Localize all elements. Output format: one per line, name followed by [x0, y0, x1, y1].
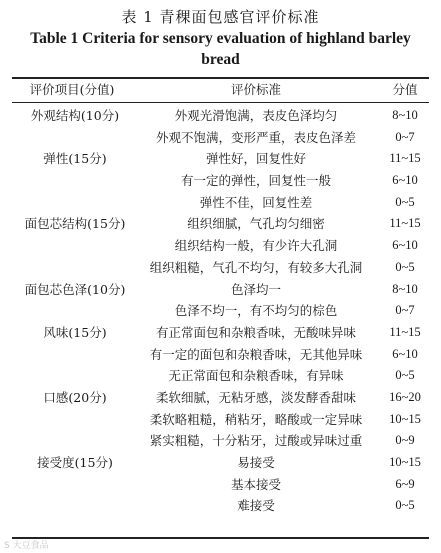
- row-criterion: 外观光滑饱满，表皮色泽均匀: [174, 108, 338, 123]
- table-row: [12, 495, 429, 517]
- table-row: [12, 192, 429, 214]
- row-score: 6~9: [395, 476, 415, 491]
- row-criterion: 有一定的弹性，回复性一般: [180, 173, 331, 189]
- row-score: 6~10: [392, 173, 418, 188]
- row-criterion: 色泽不均一，有不均匀的棕色: [174, 303, 338, 319]
- header-score: 分值: [392, 82, 418, 97]
- row-score: 0~5: [395, 368, 415, 383]
- row-item: 外观结构(10分): [30, 108, 120, 123]
- row-criterion: 组织结构一般，有少许大孔洞: [174, 238, 338, 254]
- table-row: [12, 452, 429, 474]
- row-criterion: 紧实粗糙，十分粘牙，过酸或异味过重: [149, 433, 363, 449]
- table-row: [12, 387, 429, 409]
- header-rule: [12, 102, 429, 103]
- row-score: 11~15: [389, 216, 421, 231]
- row-score: 10~15: [389, 455, 421, 469]
- row-score: 6~10: [392, 346, 418, 361]
- table-row: [12, 213, 429, 235]
- table-title-en: Table 1 Criteria for sensory evaluation of highland barley bread: [30, 30, 411, 68]
- row-score: 16~20: [389, 389, 421, 404]
- row-score: 0~5: [395, 259, 415, 274]
- row-item: 接受度(15分): [37, 455, 113, 470]
- bottom-rule: [12, 537, 429, 539]
- table-row: [12, 344, 429, 366]
- table-row: [12, 148, 429, 170]
- row-criterion: 色泽均一: [230, 281, 281, 297]
- table-row: [12, 279, 429, 301]
- row-score: 0~7: [395, 303, 415, 318]
- row-criterion: 弹性不佳，回复性差: [199, 194, 313, 210]
- row-criterion: 外观不饱满，变形严重，表皮色泽差: [155, 129, 356, 145]
- table-row: [12, 430, 429, 452]
- table-body: [12, 105, 429, 517]
- table-row: [12, 322, 429, 344]
- table-title-cn: 表 1 青稞面包感官评价标准: [121, 8, 320, 26]
- row-score: 11~15: [389, 151, 421, 166]
- row-score: 0~7: [395, 129, 415, 144]
- row-score: 8~10: [392, 281, 418, 296]
- table-row: [12, 474, 429, 496]
- row-criterion: 柔软略粗糙，稍粘牙，略酸或一定异味: [149, 411, 363, 427]
- row-criterion: 易接受: [237, 455, 275, 470]
- row-criterion: 组织粗糙，气孔不均匀，有较多大孔洞: [149, 259, 363, 275]
- table-row: [12, 127, 429, 149]
- row-criterion: 组织细腻，气孔均匀细密: [187, 216, 325, 232]
- row-criterion: 基本接受: [230, 476, 281, 492]
- header-item: 评价项目(分值): [29, 82, 115, 97]
- table-row: [12, 300, 429, 322]
- table-row: [12, 257, 429, 279]
- table-row: [12, 105, 429, 127]
- row-criterion: 无正常面包和杂粮香味，有异味: [168, 368, 344, 384]
- row-score: 8~10: [392, 108, 418, 122]
- row-score: 0~5: [395, 194, 415, 209]
- row-score: 0~9: [395, 433, 415, 448]
- row-criterion: 有一定的面包和杂粮香味，无其他异味: [149, 346, 363, 362]
- row-item: 弹性(15分): [43, 151, 107, 167]
- top-rule: [12, 77, 429, 79]
- row-item: 面包芯色泽(10分): [24, 281, 126, 297]
- table-row: [12, 235, 429, 257]
- table-row: [12, 365, 429, 387]
- row-item: 口感(20分): [43, 389, 107, 405]
- watermark: S 大豆食品: [4, 541, 49, 551]
- row-criterion: 有正常面包和杂粮香味，无酸味异味: [155, 324, 356, 340]
- header-criterion: 评价标准: [230, 82, 281, 97]
- row-criterion: 柔软细腻，无粘牙感，淡发酵香甜味: [155, 389, 356, 405]
- row-criterion: 弹性好，回复性好: [205, 151, 306, 167]
- row-criterion: 难接受: [237, 498, 275, 514]
- row-score: 11~15: [389, 324, 421, 339]
- row-score: 0~5: [395, 498, 415, 513]
- row-score: 6~10: [392, 238, 418, 253]
- row-item: 面包芯结构(15分): [24, 216, 126, 232]
- row-score: 10~15: [389, 411, 421, 426]
- row-item: 风味(15分): [43, 324, 107, 340]
- table-row: [12, 170, 429, 192]
- table-row: [12, 409, 429, 431]
